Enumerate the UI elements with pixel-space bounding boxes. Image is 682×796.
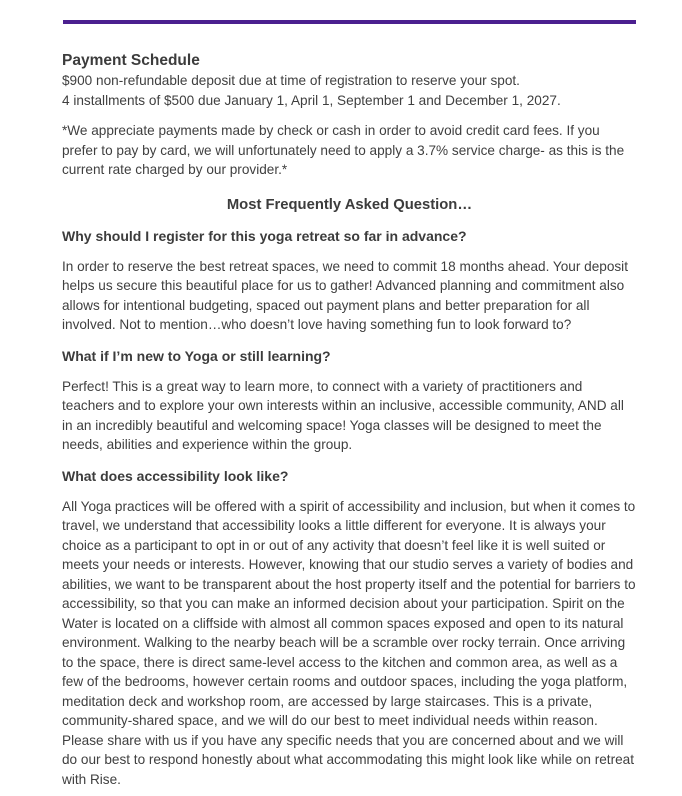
installments-line: 4 installments of $500 due January 1, April 1, September 1 and December 1, 2027.	[62, 92, 561, 108]
payment-schedule-heading: Payment Schedule	[62, 52, 200, 69]
faq-item	[62, 346, 637, 455]
faq-question: What does accessibility look like?	[62, 467, 289, 484]
faq-answer: Perfect! This is a great way to learn more, to connect with a variety of practitioners and teachers and to explore your own interests within an inclusive, accessible community, AND all in an incredibly beautiful and welcoming space! Yoga classes will be designed to meet the needs, abilities and experience within the group.	[62, 378, 624, 452]
payment-note: *We appreciate payments made by check or cash in order to avoid credit card fees. If you prefer to pay by card, we will unfortunately need to apply a 3.7% service charge- as this is the current rate charged by our provider.*	[62, 123, 625, 177]
deposit-line: $900 non-refundable deposit due at time of registration to reserve your spot.	[62, 73, 520, 88]
faq-title: Most Frequently Asked Question…	[226, 196, 473, 213]
faq-section	[62, 195, 637, 790]
faq-answer: In order to reserve the best retreat spaces, we need to commit 18 months ahead. Your deposit helps us secure this beautiful place for us to gather! Advanced planning and commitment also allows for intentional budgeting, spaced out payment plans and better preparation for all involved. Not to mention…who doesn’t love having something fun to look forward to?	[62, 258, 628, 332]
faq-item	[62, 466, 637, 790]
faq-question: Why should I register for this yoga retreat so far in advance?	[62, 227, 467, 244]
faq-question: What if I’m new to Yoga or still learning?	[62, 347, 331, 364]
top-divider	[63, 20, 636, 24]
content	[62, 51, 637, 789]
faq-answer: All Yoga practices will be offered with a spirit of accessibility and inclusion, but when it comes to travel, we understand that accessibility looks a little different for everyone. It is always your choice as a participant to opt in or out of any activity that doesn’t feel like it is well suited or meets your needs or interests. However, knowing that our studio serves a variety of bodies and abilities, we want to be transparent about the host property itself and the potential for barriers to accessibility, so that you can make an informed decision about your participation. Spirit on the Water is located on a cliffside with almost all common spaces exposed and open to its natural environment. Walking to the nearby beach will be a scramble over rocky terrain. Once arriving to the space, there is direct same-level access to the kitchen and common area, as well as a few of the bedrooms, however certain rooms and outdoor spaces, including the yoga platform, meditation deck and workshop room, are accessed by large staircases. This is a private, community-shared space, and we will do our best to meet individual needs within reason. Please share with us if you have any specific needs that you are concerned about and we will do our best to respond honestly about what accommodating this might look like while on retreat with Rise.	[62, 498, 636, 787]
payment-schedule-section	[62, 51, 637, 180]
faq-item	[62, 226, 637, 335]
